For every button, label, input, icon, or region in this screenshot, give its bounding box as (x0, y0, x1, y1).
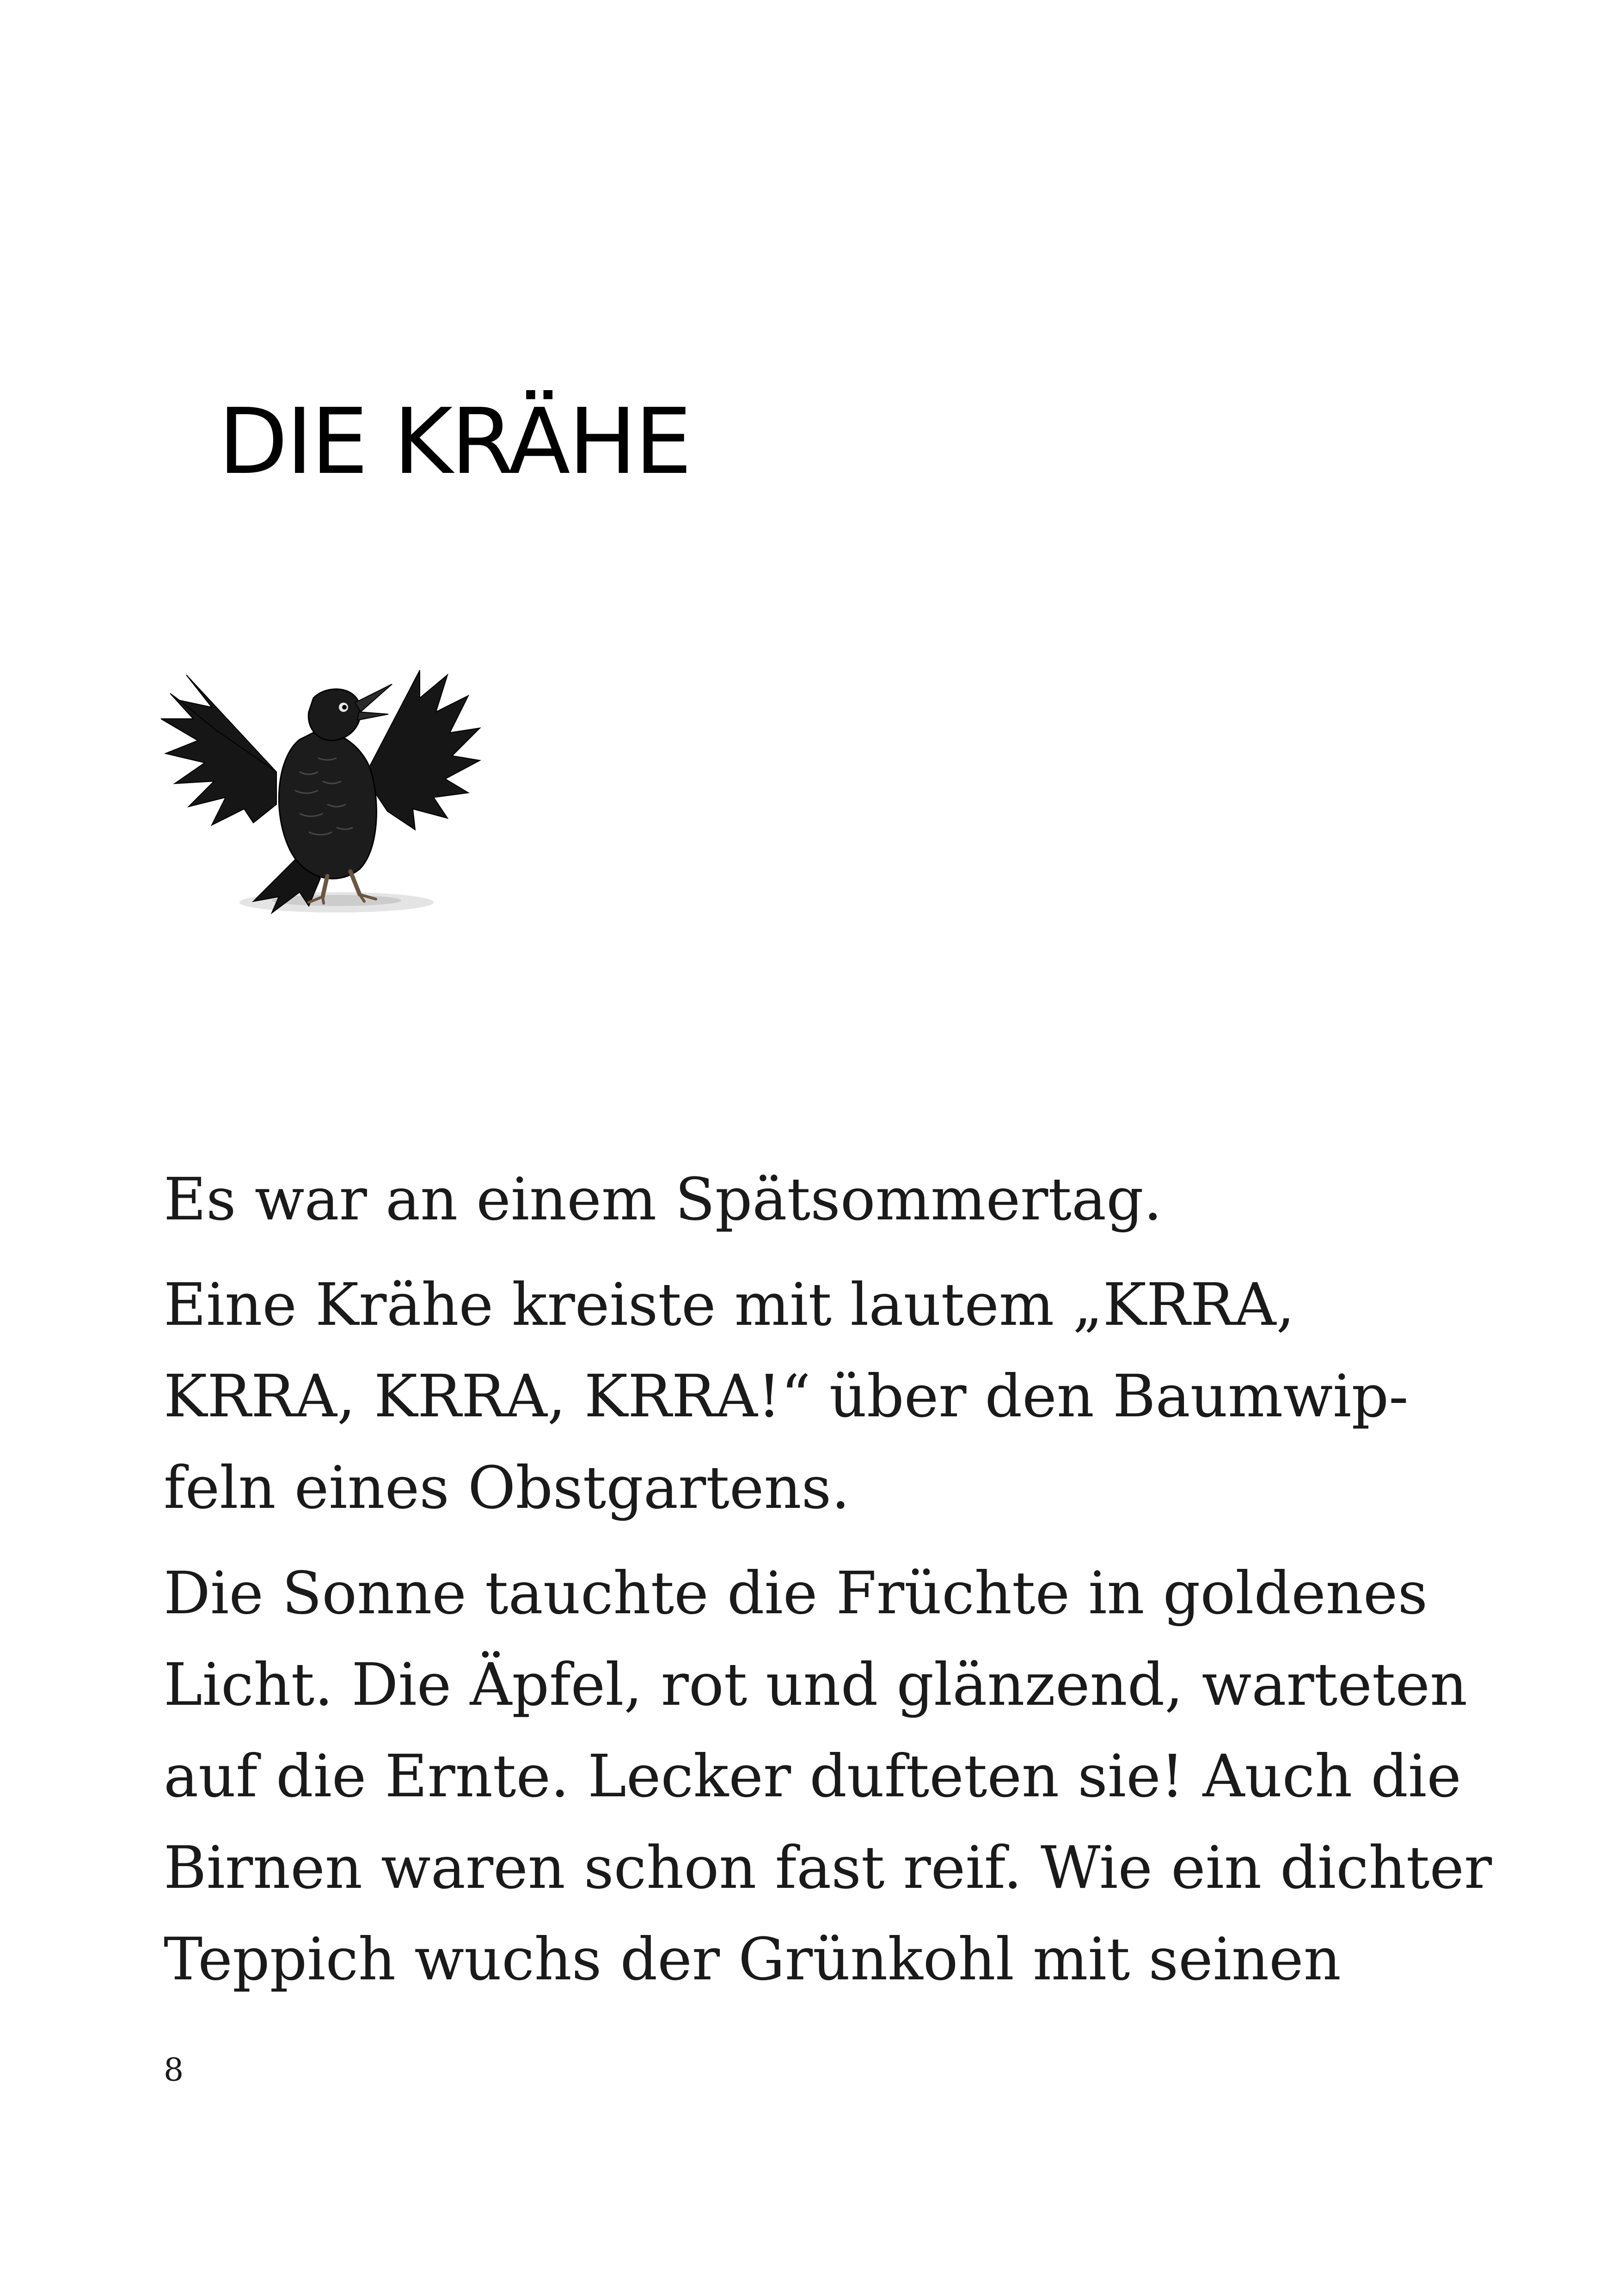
text-line: Die Sonne tauchte die Früchte in goldenes (164, 1559, 1428, 1627)
text-line: Teppich wuchs der Grünkohl mit seinen (164, 1925, 1341, 1993)
story-text (164, 1154, 1492, 2019)
paragraph (164, 1259, 1440, 1534)
paragraph (164, 1548, 1492, 2005)
page-number: 8 (164, 2052, 184, 2088)
text-line: KRRA, KRRA, KRRA!“ über den Baumwip- (164, 1362, 1409, 1430)
paragraph (164, 1154, 1440, 1245)
crow-illustration (161, 619, 484, 943)
text-line: Eine Krähe kreiste mit lautem „KRRA, (164, 1271, 1295, 1339)
text-line: feln eines Obstgartens. (164, 1454, 850, 1522)
text-line: Es war an einem Spätsommertag. (164, 1165, 1162, 1233)
text-line: Birnen waren schon fast reif. Wie ein dichter (164, 1834, 1492, 1902)
chapter-title: DIE KRÄHE (218, 389, 690, 495)
text-line: auf die Ernte. Lecker dufteten sie! Auch die (164, 1742, 1461, 1810)
text-line: Licht. Die Äpfel, rot und glänzend, warteten (164, 1651, 1468, 1719)
